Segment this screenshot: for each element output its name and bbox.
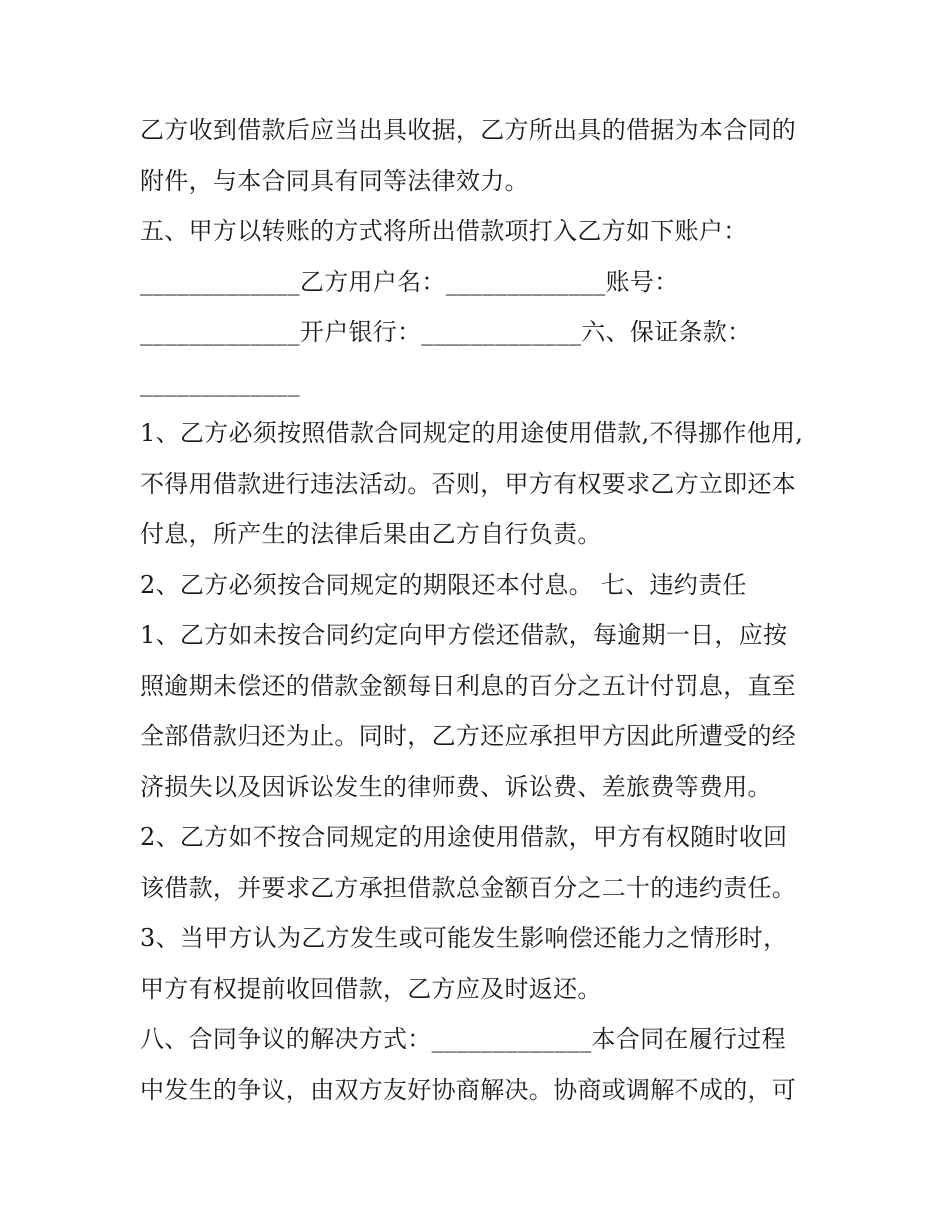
- text-line: 3、当甲方认为乙方发生或可能发生影响偿还能力之情形时，: [140, 924, 788, 952]
- text-line: 乙方收到借款后应当出具收据，乙方所出具的借据为本合同的: [140, 116, 797, 144]
- text-line: 济损失以及因诉讼发生的律师费、诉讼费、差旅费等费用。: [140, 772, 772, 801]
- blank-fill-line: _____________: [140, 368, 300, 397]
- text-line: 照逾期未偿还的借款金额每日利息的百分之五计付罚息，直至: [140, 671, 797, 700]
- text-line: 1、乙方如未按合同约定向甲方偿还借款，每逾期一日，应按: [140, 621, 788, 649]
- text-line: 付息，所产生的法律后果由乙方自行负责。: [140, 520, 602, 548]
- section-eight-heading: 八、合同争议的解决方式：_____________本合同在履行过程: [140, 1025, 786, 1053]
- bank-line: _____________开户银行：_____________六、保证条款：: [140, 318, 752, 346]
- text-line: 全部借款归还为止。同时，乙方还应承担甲方因此所遭受的经: [140, 722, 797, 750]
- text-line: 甲方有权提前收回借款，乙方应及时返还。: [140, 974, 602, 1003]
- text-line: 不得用借款进行违法活动。否则，甲方有权要求乙方立即还本: [140, 469, 797, 498]
- account-name-line: _____________乙方用户名：_____________账号：: [140, 267, 679, 296]
- text-line: 该借款，并要求乙方承担借款总金额百分之二十的违约责任。: [140, 873, 797, 902]
- text-line: 2、乙方如不按合同规定的用途使用借款，甲方有权随时收回: [140, 823, 788, 851]
- text-line: 附件，与本合同具有同等法律效力。: [140, 166, 529, 195]
- text-line: 中发生的争议，由双方友好协商解决。协商或调解不成的，可: [140, 1075, 797, 1104]
- text-line: 1、乙方必须按照借款合同规定的用途使用借款,不得挪作他用,: [140, 419, 804, 447]
- text-line: 2、乙方必须按合同规定的期限还本付息。 七、违约责任: [140, 570, 747, 599]
- contract-text-body: [140, 105, 830, 1115]
- section-five-heading: 五、甲方以转账的方式将所出借款项打入乙方如下账户：: [140, 217, 748, 245]
